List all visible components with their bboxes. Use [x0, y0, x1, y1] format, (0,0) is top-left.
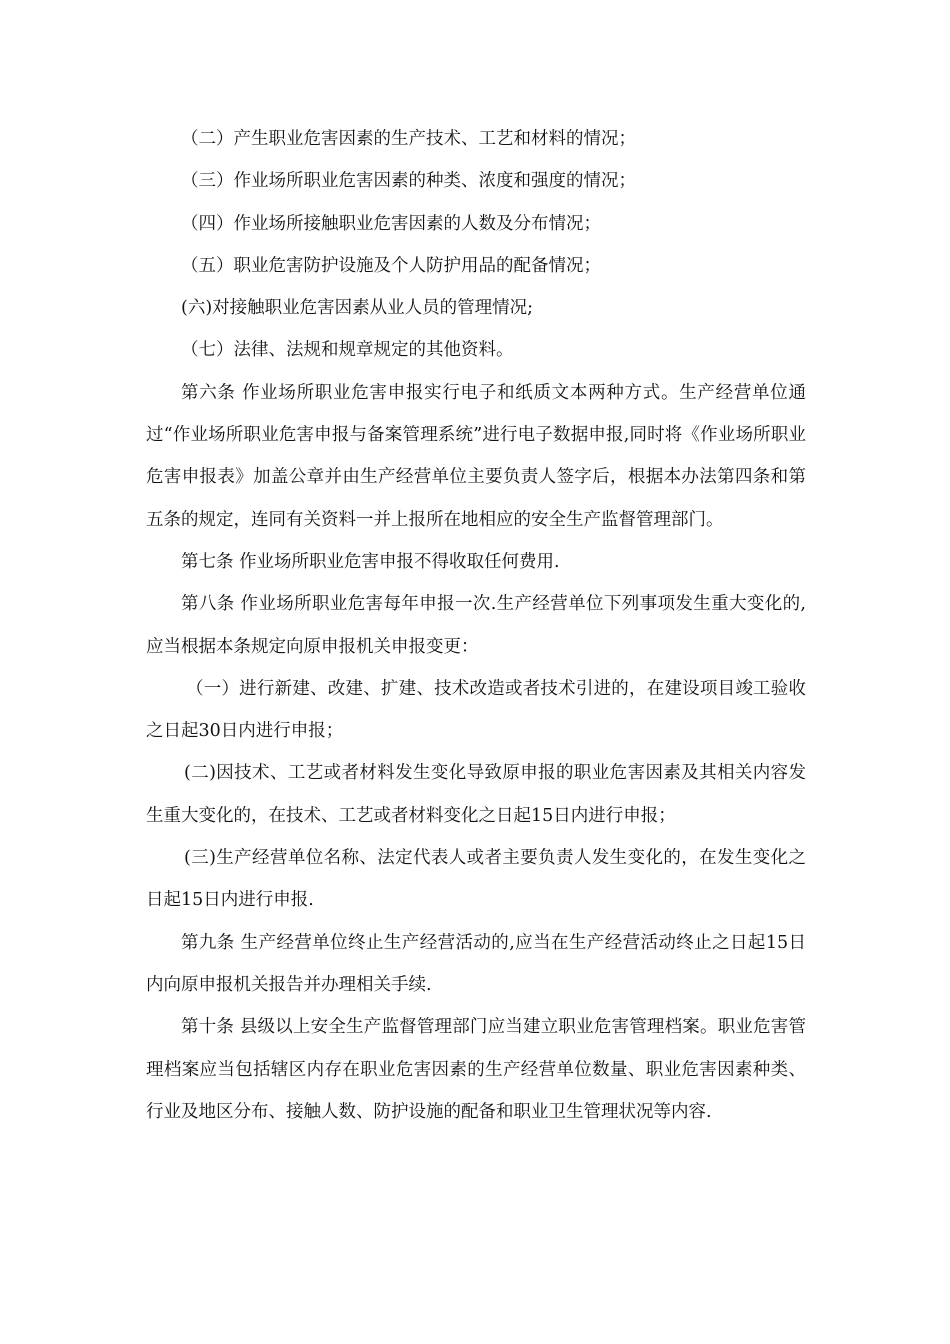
item-four: （四）作业场所接触职业危害因素的人数及分布情况；: [181, 213, 601, 234]
item-three: （三）作业场所职业危害因素的种类、浓度和强度的情况；: [181, 171, 636, 192]
item-five: （五）职业危害防护设施及个人防护用品的配备情况；: [181, 255, 601, 276]
item-six: (六)对接触职业危害因素从业人员的管理情况;: [181, 298, 534, 319]
document-body: [146, 118, 806, 1133]
article-eight-item-two: (二)因技术、工艺或者材料发生变化导致原申报的职业危害因素及其相关内容发生重大变化的，在技术、工艺或者材料变化之日起15日内进行申报；: [146, 763, 806, 826]
article-six: 第六条 作业场所职业危害申报实行电子和纸质文本两种方式。生产经营单位通过“作业场所职业危害申报与备案管理系统”进行电子数据申报,同时将《作业场所职业危害申报表》加盖公章并由生产经营单位主要负责人签字后，根据本办法第四条和第五条的规定，连同有关资料一并上报所在地相应的安全生产监督管理部门。: [146, 382, 806, 530]
article-ten: 第十条 县级以上安全生产监督管理部门应当建立职业危害管理档案。职业危害管理档案应当包括辖区内存在职业危害因素的生产经营单位数量、职业危害因素种类、行业及地区分布、接触人数、防护设施的配备和职业卫生管理状况等内容.: [146, 1017, 806, 1122]
article-eight-item-three: (三)生产经营单位名称、法定代表人或者主要负责人发生变化的，在发生变化之日起15日内进行申报.: [146, 848, 806, 911]
item-two: （二）产生职业危害因素的生产技术、工艺和材料的情况；: [181, 129, 636, 149]
article-seven: 第七条 作业场所职业危害申报不得收取任何费用.: [181, 551, 560, 572]
article-eight: 第八条 作业场所职业危害每年申报一次.生产经营单位下列事项发生重大变化的,应当根据本条规定向原申报机关申报变更：: [146, 594, 806, 657]
article-eight-item-one: （一）进行新建、改建、扩建、技术改造或者技术引进的，在建设项目竣工验收之日起30日内进行申报；: [146, 678, 806, 742]
item-seven: （七）法律、法规和规章规定的其他资料。: [181, 340, 514, 361]
article-nine: 第九条 生产经营单位终止生产经营活动的,应当在生产经营活动终止之日起15日内向原申报机关报告并办理相关手续.: [146, 932, 806, 995]
